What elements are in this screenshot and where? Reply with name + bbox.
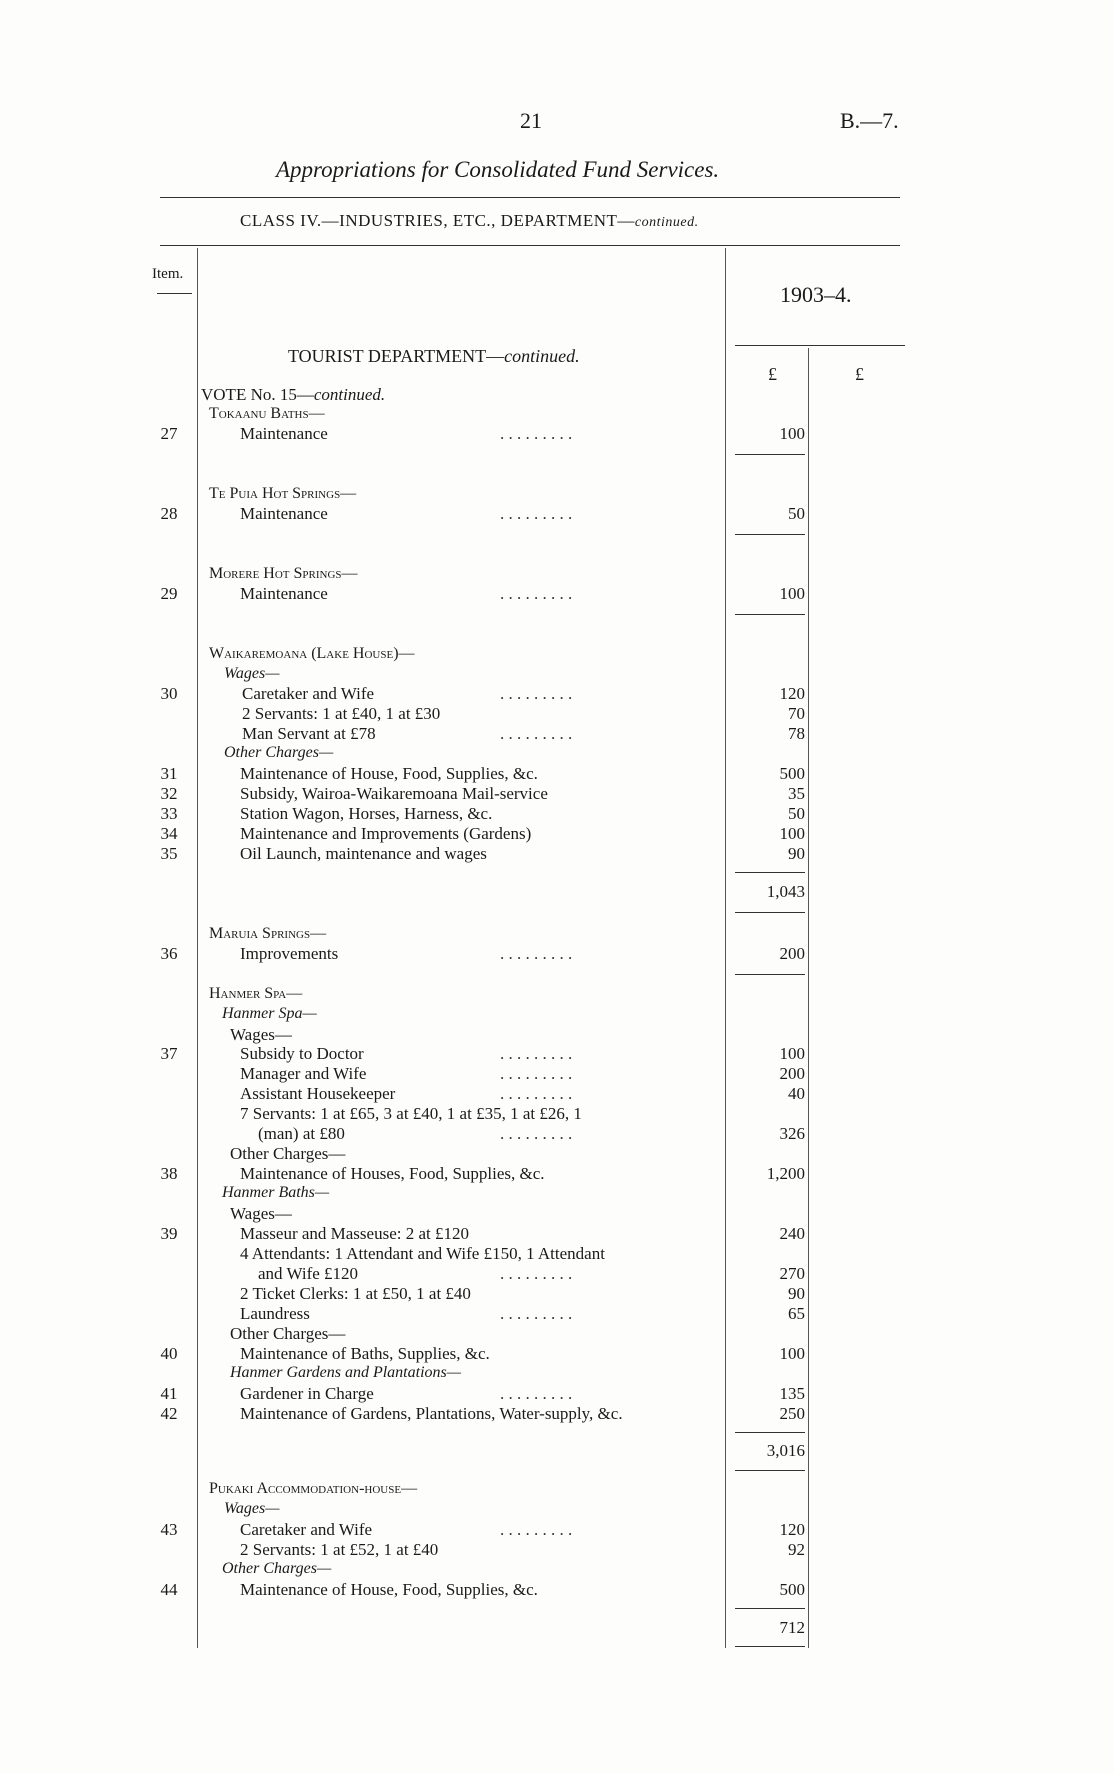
row-amount: 90 <box>788 844 805 863</box>
row-amount: 500 <box>779 1580 805 1599</box>
table-row <box>0 844 1114 864</box>
row-description: Maintenance of House, Food, Supplies, &c. <box>240 1580 538 1599</box>
title-rule <box>160 197 900 198</box>
row-amount: 250 <box>779 1404 805 1423</box>
item-number: 43 <box>160 1520 178 1539</box>
leader-dots: . . . . . . . . . <box>500 584 573 603</box>
table-row <box>0 1520 1114 1540</box>
row-amount: 100 <box>779 1344 805 1363</box>
row-amount: 100 <box>779 1044 805 1063</box>
row-description: Maintenance <box>240 584 328 603</box>
subsection-hanmer-baths: Hanmer Baths— <box>222 1184 330 1201</box>
section-heading-hanmer: Hanmer Spa— <box>209 985 303 1002</box>
row-description: Assistant Housekeeper <box>240 1084 396 1103</box>
subtotal-rule <box>735 1432 805 1433</box>
section-rule <box>735 614 805 615</box>
class-heading-main: CLASS IV.—INDUSTRIES, ETC., DEPARTMENT— <box>240 211 635 230</box>
item-number: 39 <box>160 1224 178 1243</box>
section-total-hanmer: 3,016 <box>766 1441 805 1460</box>
wages-subheading: Wages— <box>224 665 280 682</box>
section-heading-maruia: Maruia Springs— <box>209 925 327 942</box>
item-column-header: Item. <box>152 266 184 282</box>
row-amount: 200 <box>779 944 805 963</box>
row-description: Maintenance of Baths, Supplies, &c. <box>240 1344 490 1363</box>
table-row <box>0 764 1114 784</box>
row-amount: 78 <box>788 724 805 743</box>
currency-left: £ <box>768 364 777 384</box>
row-description: Laundress <box>240 1304 310 1323</box>
row-amount: 92 <box>788 1540 805 1559</box>
row-description: Gardener in Charge <box>240 1384 374 1403</box>
row-amount: 1,200 <box>766 1164 805 1183</box>
leader-dots: . . . . . . . . . <box>500 1044 573 1063</box>
table-row <box>0 1580 1114 1600</box>
subtotal-rule <box>735 872 805 873</box>
item-number: 35 <box>160 844 178 863</box>
section-heading-morere: Morere Hot Springs— <box>209 565 358 582</box>
table-row <box>0 1164 1114 1184</box>
subtotal-rule <box>735 1608 805 1609</box>
row-description: Maintenance of Houses, Food, Supplies, &c. <box>240 1164 545 1183</box>
subsection-hanmer-spa: Hanmer Spa— <box>222 1005 317 1022</box>
section-rule <box>735 974 805 975</box>
row-amount: 270 <box>779 1264 805 1283</box>
item-number: 40 <box>160 1344 178 1363</box>
item-number: 33 <box>160 804 178 823</box>
table-row <box>0 684 1114 704</box>
department-heading <box>288 346 580 367</box>
leader-dots: . . . . . . . . . <box>500 1064 573 1083</box>
row-amount: 100 <box>779 584 805 603</box>
table-row <box>0 1284 1114 1304</box>
page-number: 21 <box>520 108 542 133</box>
item-number: 42 <box>160 1404 178 1423</box>
subsection-hanmer-gardens: Hanmer Gardens and Plantations— <box>230 1364 461 1381</box>
department-heading-main: TOURIST DEPARTMENT— <box>288 346 505 366</box>
item-number: 31 <box>160 764 178 783</box>
row-description: 2 Ticket Clerks: 1 at £50, 1 at £40 <box>240 1284 471 1303</box>
table-row <box>0 724 1114 744</box>
table-row <box>0 1384 1114 1404</box>
table-row <box>0 804 1114 824</box>
leader-dots: . . . . . . . . . <box>500 504 573 523</box>
row-description: Subsidy, Wairoa-Waikaremoana Mail-service <box>240 784 548 803</box>
wages-subheading: Wages— <box>230 1204 292 1223</box>
item-number: 37 <box>160 1044 178 1063</box>
section-heading-tokaanu: Tokaanu Baths— <box>209 405 325 422</box>
leader-dots: . . . . . . . . . <box>500 1264 573 1283</box>
row-amount: 100 <box>779 824 805 843</box>
row-description: 4 Attendants: 1 Attendant and Wife £150, 1 Attendant <box>240 1244 605 1263</box>
row-description: Oil Launch, maintenance and wages <box>240 844 487 863</box>
table-row <box>0 1540 1114 1560</box>
row-description: and Wife £120 <box>258 1264 359 1283</box>
table-row <box>0 944 1114 964</box>
other-charges-subheading: Other Charges— <box>224 744 334 761</box>
table-row <box>0 1404 1114 1424</box>
section-rule <box>735 1646 805 1647</box>
table-row <box>0 1264 1114 1284</box>
class-rule <box>160 245 900 246</box>
table-row <box>0 584 1114 604</box>
class-heading <box>240 211 699 231</box>
item-number: 44 <box>160 1580 178 1599</box>
row-amount: 240 <box>779 1224 805 1243</box>
department-heading-continued: continued. <box>504 346 580 366</box>
row-amount: 120 <box>779 684 805 703</box>
section-rule <box>735 534 805 535</box>
row-description: 2 Servants: 1 at £40, 1 at £30 <box>242 704 441 723</box>
row-description: Improvements <box>240 944 339 963</box>
row-description: Caretaker and Wife <box>242 684 375 703</box>
other-charges-subheading: Other Charges— <box>222 1560 332 1577</box>
wages-subheading: Wages— <box>224 1500 280 1517</box>
section-total-waikaremoana: 1,043 <box>766 882 805 901</box>
class-heading-continued: continued. <box>634 215 699 230</box>
table-row <box>0 1224 1114 1244</box>
item-number: 29 <box>160 584 178 603</box>
row-amount: 65 <box>788 1304 805 1323</box>
leader-dots: . . . . . . . . . <box>500 1084 573 1103</box>
row-description: Subsidy to Doctor <box>240 1044 364 1063</box>
page-title: Appropriations for Consolidated Fund Services. <box>276 157 720 182</box>
table-row <box>0 504 1114 524</box>
row-amount: 120 <box>779 1520 805 1539</box>
leader-dots: . . . . . . . . . <box>500 1384 573 1403</box>
table-row <box>0 424 1114 444</box>
row-description: Maintenance <box>240 424 328 443</box>
row-description: (man) at £80 <box>258 1124 345 1143</box>
leader-dots: . . . . . . . . . <box>500 424 573 443</box>
leader-dots: . . . . . . . . . <box>500 1304 573 1323</box>
leader-dots: . . . . . . . . . <box>500 1124 573 1143</box>
item-header-rule <box>157 293 192 294</box>
year-header-rule <box>735 345 905 346</box>
row-description: Maintenance and Improvements (Gardens) <box>240 824 532 843</box>
section-rule <box>735 1470 805 1471</box>
row-description: 2 Servants: 1 at £52, 1 at £40 <box>240 1540 439 1559</box>
item-number: 34 <box>160 824 178 843</box>
document-reference: B.—7. <box>840 108 899 133</box>
section-heading-tepuia: Te Puia Hot Springs— <box>209 485 357 502</box>
row-amount: 100 <box>779 424 805 443</box>
table-row <box>0 1344 1114 1364</box>
item-number: 41 <box>160 1384 178 1403</box>
vote-heading <box>201 385 385 405</box>
row-amount: 40 <box>788 1084 805 1103</box>
leader-dots: . . . . . . . . . <box>500 1520 573 1539</box>
wages-subheading: Wages— <box>230 1025 292 1044</box>
leader-dots: . . . . . . . . . <box>500 724 573 743</box>
table-row <box>0 784 1114 804</box>
table-row <box>0 824 1114 844</box>
table-row <box>0 1104 1114 1124</box>
other-charges-subheading: Other Charges— <box>230 1324 346 1343</box>
row-description: Caretaker and Wife <box>240 1520 373 1539</box>
row-amount: 200 <box>779 1064 805 1083</box>
subtotal-column-divider <box>808 348 809 1648</box>
row-amount: 70 <box>788 704 805 723</box>
other-charges-subheading: Other Charges— <box>230 1144 346 1163</box>
item-number: 28 <box>160 504 178 523</box>
section-rule <box>735 454 805 455</box>
row-amount: 35 <box>788 784 805 803</box>
row-description: Manager and Wife <box>240 1064 367 1083</box>
row-amount: 50 <box>788 804 805 823</box>
row-description: Maintenance of House, Food, Supplies, &c. <box>240 764 538 783</box>
row-description: Maintenance <box>240 504 328 523</box>
leader-dots: . . . . . . . . . <box>500 944 573 963</box>
leader-dots: . . . . . . . . . <box>500 684 573 703</box>
row-amount: 90 <box>788 1284 805 1303</box>
table-row <box>0 1124 1114 1144</box>
section-heading-waikaremoana: Waikaremoana (Lake House)— <box>209 645 415 662</box>
row-description: Man Servant at £78 <box>242 724 376 743</box>
row-amount: 50 <box>788 504 805 523</box>
table-row <box>0 1084 1114 1104</box>
item-number: 32 <box>160 784 178 803</box>
section-total-pukaki: 712 <box>779 1618 805 1637</box>
section-heading-pukaki: Pukaki Accommodation-house— <box>209 1480 418 1497</box>
vote-heading-continued: continued. <box>313 385 386 404</box>
item-number: 36 <box>160 944 178 963</box>
row-description: Station Wagon, Horses, Harness, &c. <box>240 804 493 823</box>
row-description: Masseur and Masseuse: 2 at £120 <box>240 1224 469 1243</box>
item-number: 38 <box>160 1164 178 1183</box>
table-row <box>0 1044 1114 1064</box>
table-row <box>0 1064 1114 1084</box>
row-amount: 500 <box>779 764 805 783</box>
row-description: Maintenance of Gardens, Plantations, Water-supply, &c. <box>240 1404 623 1423</box>
year-header: 1903–4. <box>780 282 852 307</box>
table-row <box>0 704 1114 724</box>
item-number: 27 <box>160 424 178 443</box>
item-number: 30 <box>160 684 178 703</box>
table-row <box>0 1244 1114 1264</box>
row-description: 7 Servants: 1 at £65, 3 at £40, 1 at £35, 1 at £26, 1 <box>240 1104 582 1123</box>
currency-right: £ <box>855 364 864 384</box>
row-amount: 135 <box>779 1384 805 1403</box>
section-rule <box>735 912 805 913</box>
row-amount: 326 <box>779 1124 805 1143</box>
vote-heading-main: VOTE No. 15— <box>201 385 314 404</box>
table-row <box>0 1304 1114 1324</box>
